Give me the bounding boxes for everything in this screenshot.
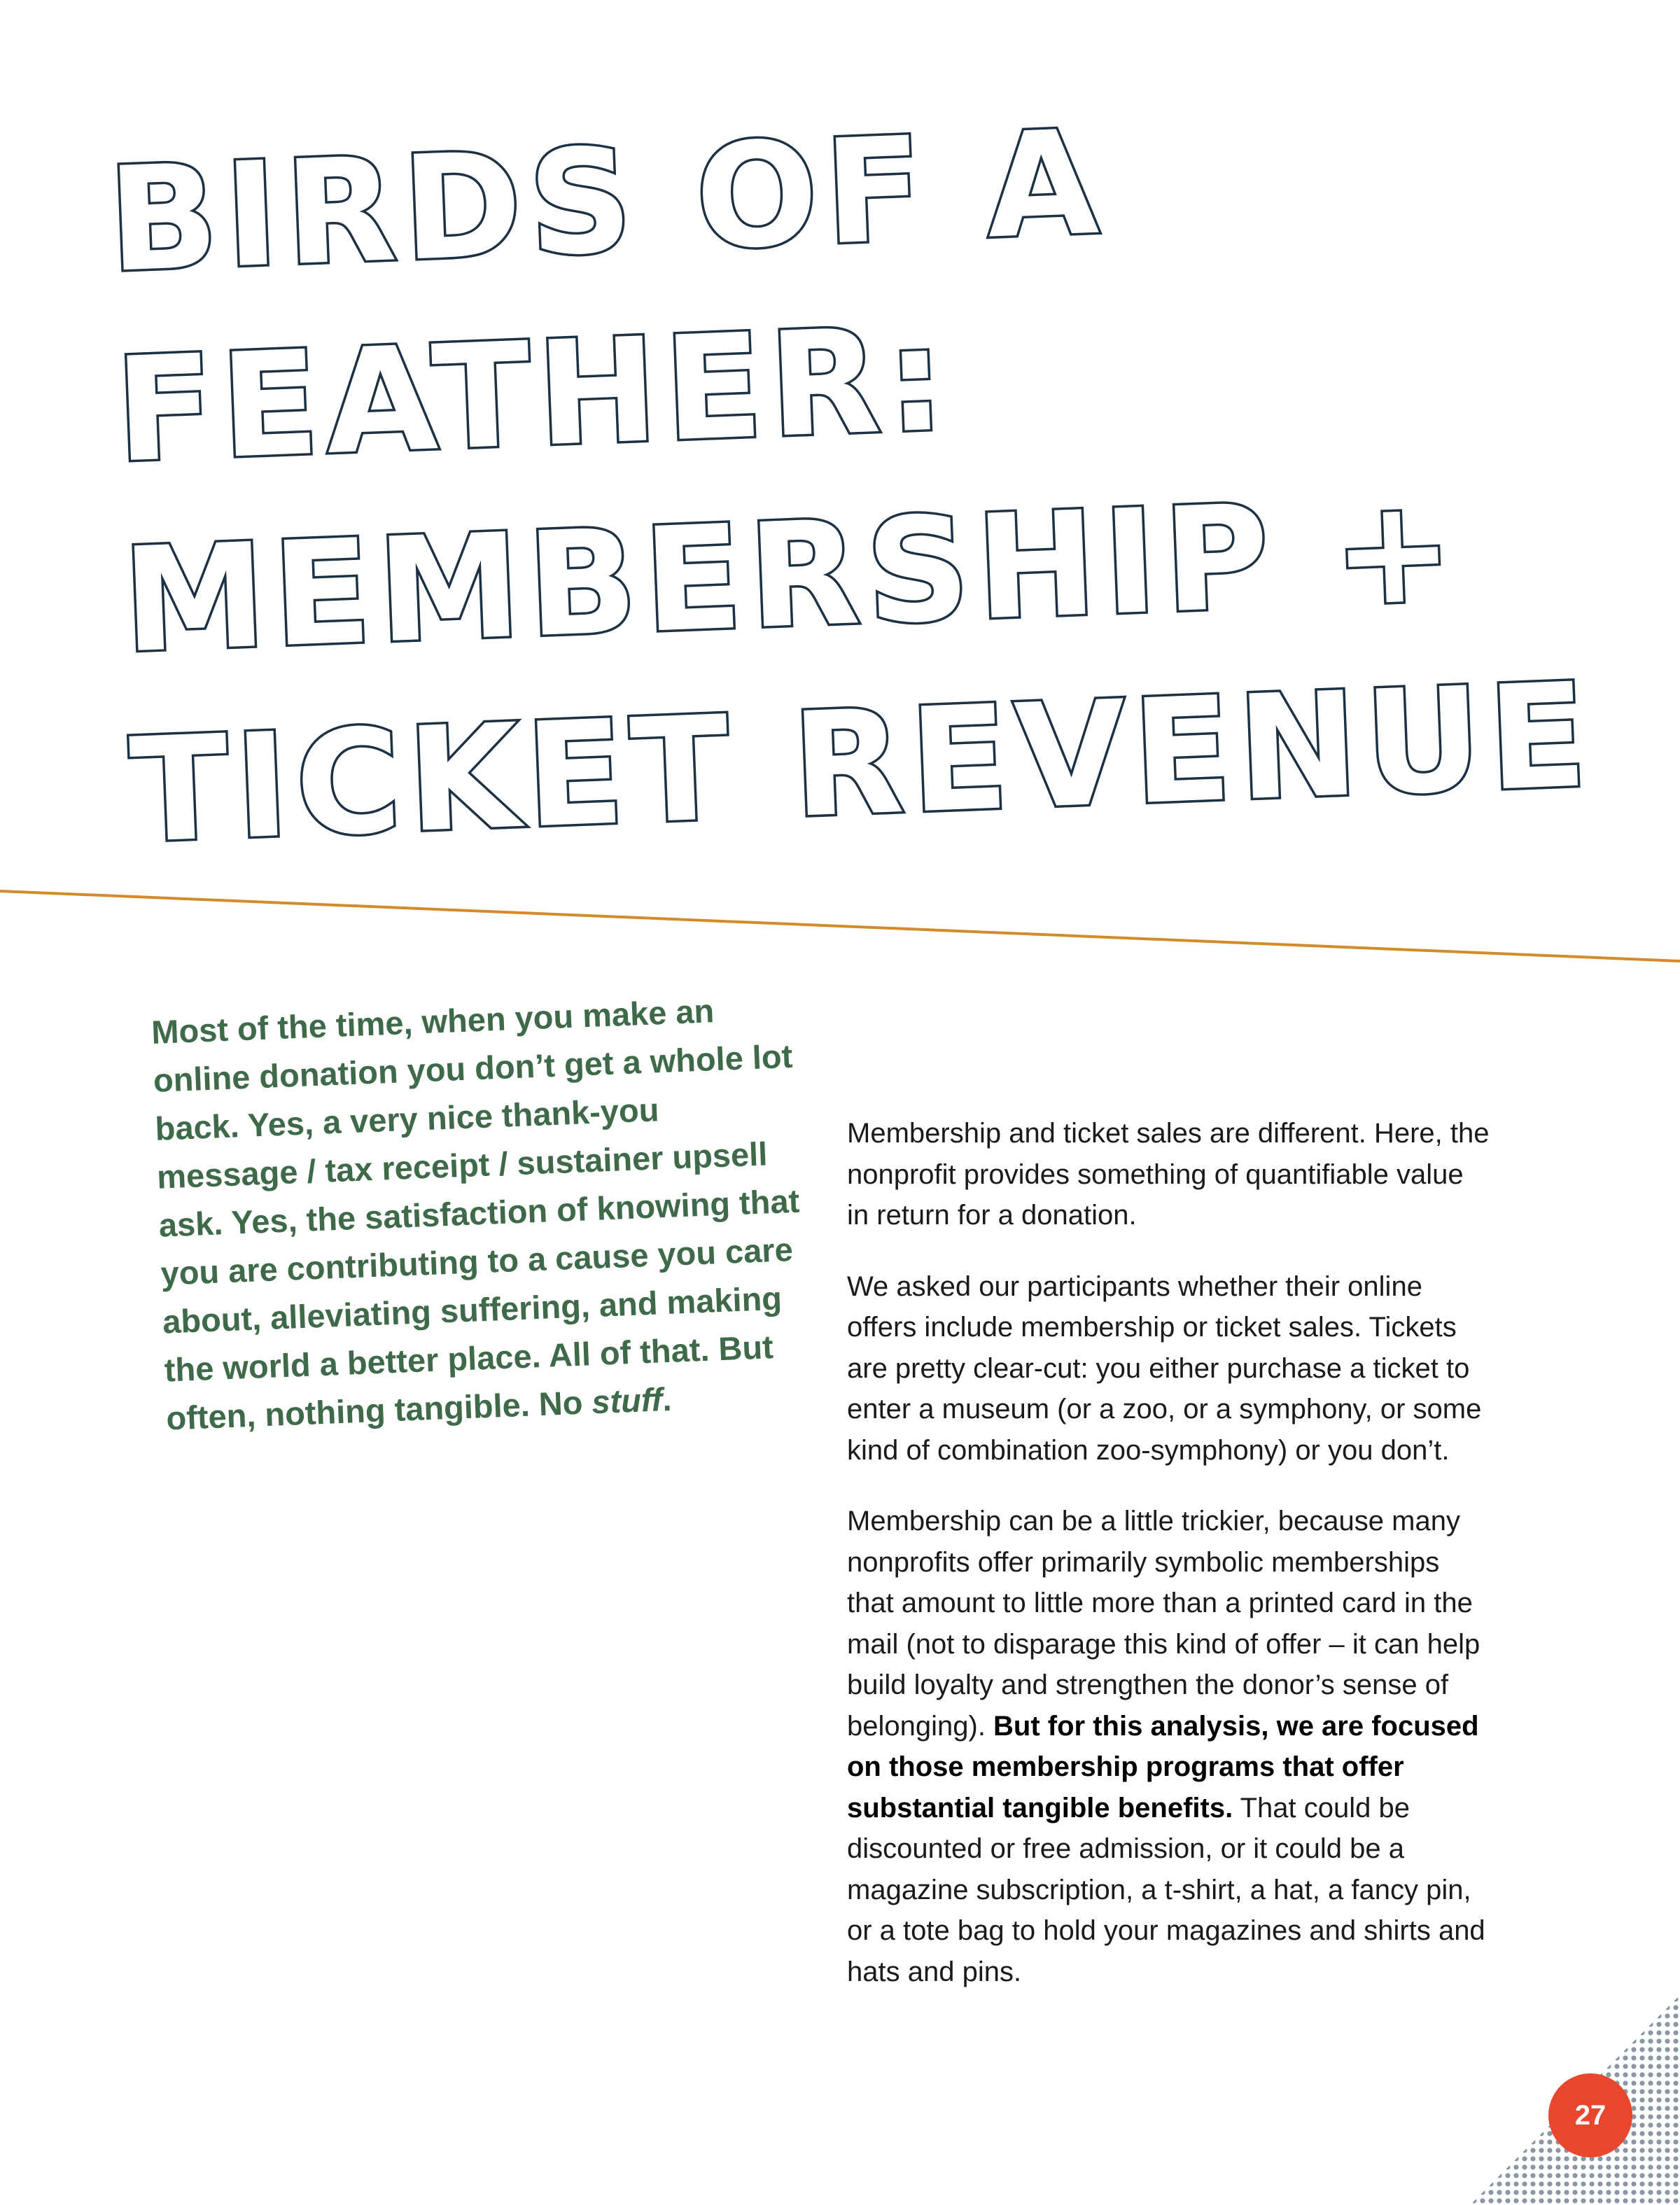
pull-quote-end: . (662, 1380, 673, 1418)
body-paragraph-3-end: That could be discounted or free admission, or it could be a magazine subscription, a t-shirt, a hat, a fancy pin, or a tote bag to hold your magazines and shirts and hats and pins. (847, 1792, 1485, 1987)
page-number: 27 (1574, 2099, 1606, 2131)
pull-quote-emphasis: stuff (591, 1380, 664, 1421)
page-number-badge (1548, 2073, 1632, 2157)
body-paragraph-3-start: Membership can be a little trickier, because many nonprofits offer primarily symbolic memberships that amount to little more than a printed card in the mail (not to disparage this kind of offer – it can help build loyalty and strengthen the donor’s sense of belonging). (847, 1506, 1480, 1742)
pull-quote (150, 983, 811, 1443)
title-line-4: TICKET REVENUE (127, 652, 1597, 876)
divider-line (0, 891, 1680, 961)
body-paragraph-1: Membership and ticket sales are different. Here, the nonprofit provides something of quantifiable value in return for a donation. (847, 1118, 1490, 1231)
divider-rule (0, 0, 1680, 980)
body-column (847, 1113, 1491, 2022)
title-line-1: BIRDS OF A (105, 99, 1108, 304)
body-paragraph-3 (847, 1501, 1491, 1992)
body-paragraph-2: We asked our participants whether their online offers include membership or ticket sales. Tickets are pretty clear-cut: you either purchase a ticket to enter a museum (or a zoo, or a symphony, or some kind of combination zoo-symphony) or you don’t. (847, 1270, 1482, 1466)
pull-quote-text: Most of the time, when you make an online donation you don’t get a whole lot back. Yes, a very nice thank-you message / tax receipt / sustainer upsell ask. Yes, the satisfaction of knowing that you are contributing to a cause you care about, alleviating suffering, and making the world a better place. All of that. But often, nothing tangible. No (150, 992, 801, 1437)
body-paragraph-3-bold: But for this analysis, we are focused on those membership programs that offer substantial tangible benefits. (847, 1710, 1479, 1823)
title-line-3: MEMBERSHIP + (120, 467, 1464, 685)
title-line-2: FEATHER: (113, 295, 955, 495)
